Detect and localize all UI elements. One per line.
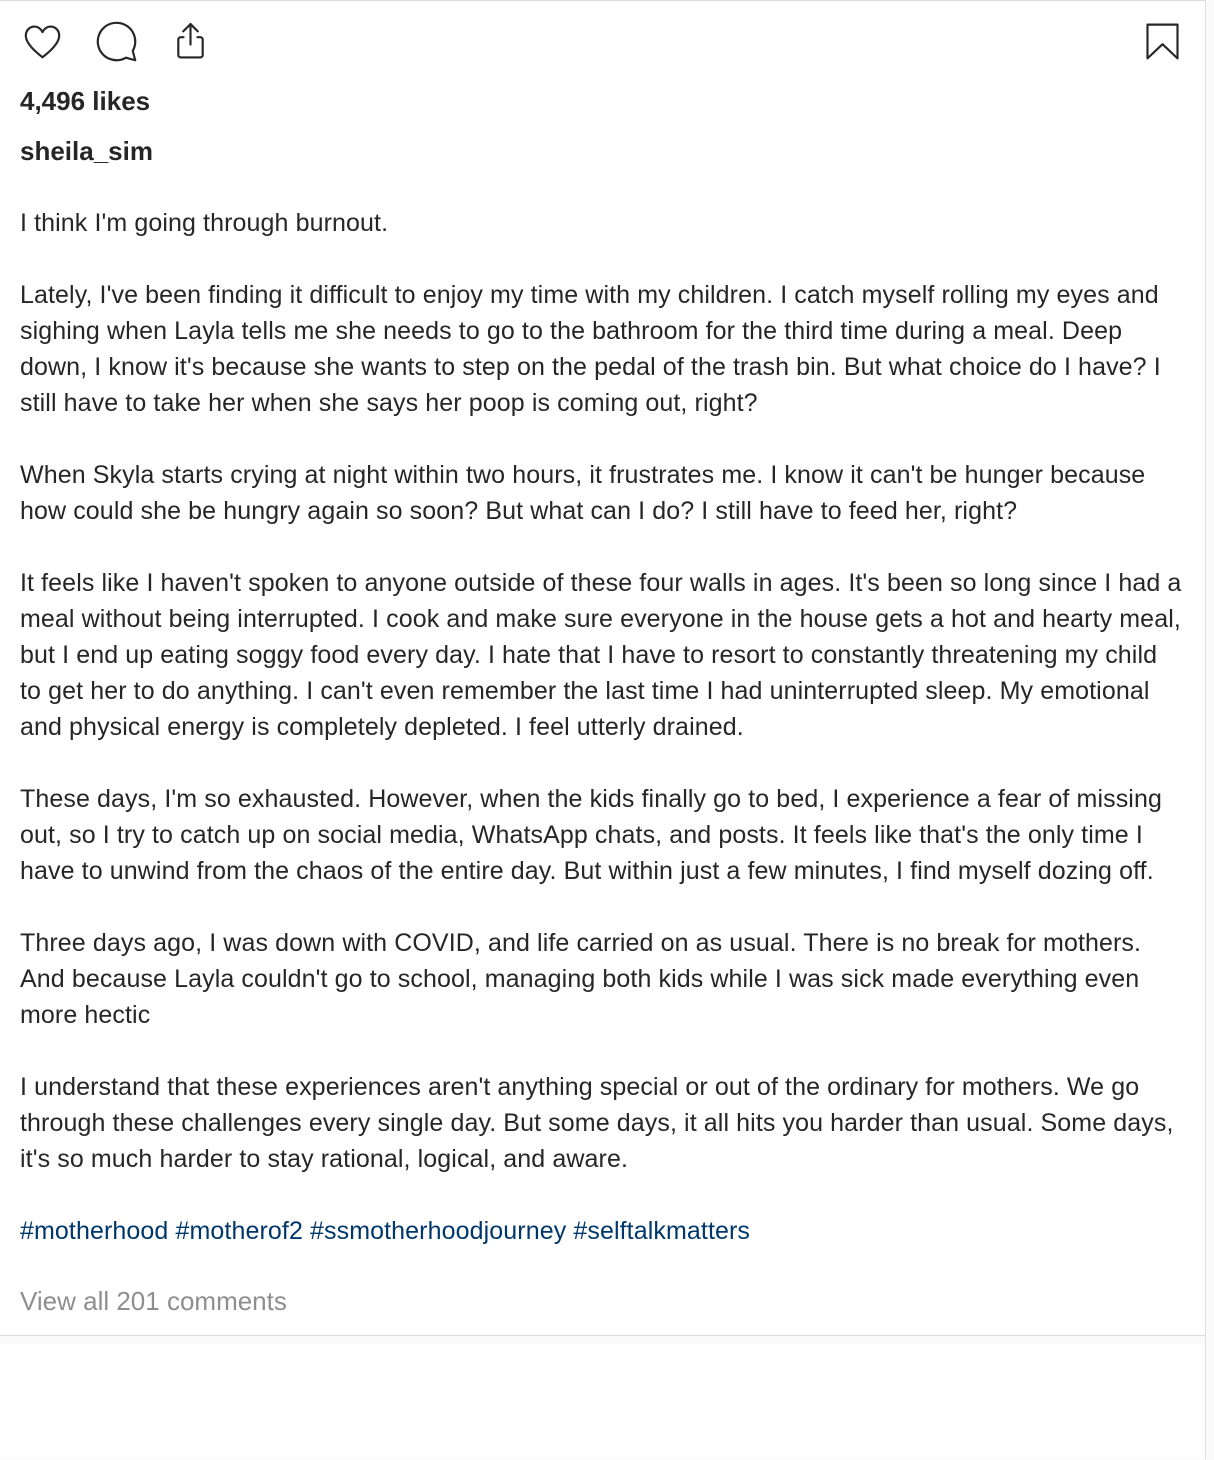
view-all-comments-link[interactable]: View all 201 comments: [20, 1286, 287, 1316]
page-background-strip: [0, 1336, 1205, 1344]
heart-icon: [20, 19, 65, 64]
hashtag-link[interactable]: #motherhood: [20, 1217, 169, 1245]
action-bar: [20, 1, 1185, 64]
likes-count[interactable]: 4,496 likes: [20, 86, 151, 116]
caption-paragraph: When Skyla starts crying at night within two hours, it frustrates me. I know it can't be hunger because how could she be hungry again so soon? But what can I do? I still have to feed her, right?: [20, 461, 1146, 525]
caption-paragraph: Three days ago, I was down with COVID, and life carried on as usual. There is no break for mothers. And because Layla couldn't go to school, managing both kids while I was sick made everything even more hectic: [20, 929, 1142, 1029]
hashtag-link[interactable]: #selftalkmatters: [573, 1217, 751, 1245]
hashtag-link[interactable]: #ssmotherhoodjourney: [310, 1217, 567, 1245]
caption-paragraph: These days, I'm so exhausted. However, when the kids finally go to bed, I experience a fear of missing out, so I try to catch up on social media, WhatsApp chats, and posts. It feels like that's the only time I have to unwind from the chaos of the entire day. But within just a few minutes, I find myself dozing off.: [20, 785, 1162, 885]
caption-paragraph: Lately, I've been finding it difficult to enjoy my time with my children. I catch myself rolling my eyes and sighing when Layla tells me she needs to go to the bathroom for the third time during a meal. Deep down, I know it's because she wants to step on the pedal of the trash bin. But what choice do I have? I still have to take her when she says her poop is coming out, right?: [20, 281, 1161, 417]
share-upload-icon: [168, 19, 213, 64]
post-caption: [20, 205, 1185, 1249]
share-button[interactable]: [168, 19, 213, 64]
bookmark-icon: [1140, 19, 1185, 64]
like-button[interactable]: [20, 19, 65, 64]
comment-bubble-icon: [94, 19, 139, 64]
hashtag-link[interactable]: #motherof2: [175, 1217, 303, 1245]
caption-paragraph: It feels like I haven't spoken to anyone outside of these four walls in ages. It's been so long since I had a meal without being interrupted. I cook and make sure everyone in the house gets a hot and hearty meal, but I end up eating soggy food every day. I hate that I have to resort to constantly threatening my child to get her to do anything. I can't even remember the last time I had uninterrupted sleep. My emotional and physical energy is completely depleted. I feel utterly drained.: [20, 569, 1182, 741]
post-author-username[interactable]: sheila_sim: [20, 136, 153, 166]
caption-paragraph: I understand that these experiences aren't anything special or out of the ordinary for mothers. We go through these challenges every single day. But some days, it all hits you harder than usual. Some days, it's so much harder to stay rational, logical, and aware.: [20, 1073, 1174, 1173]
comment-button[interactable]: [94, 19, 139, 64]
hashtag-row: [20, 1213, 1185, 1249]
caption-paragraph: I think I'm going through burnout.: [20, 209, 389, 237]
save-button[interactable]: [1140, 19, 1185, 64]
action-bar-left: [20, 19, 213, 64]
